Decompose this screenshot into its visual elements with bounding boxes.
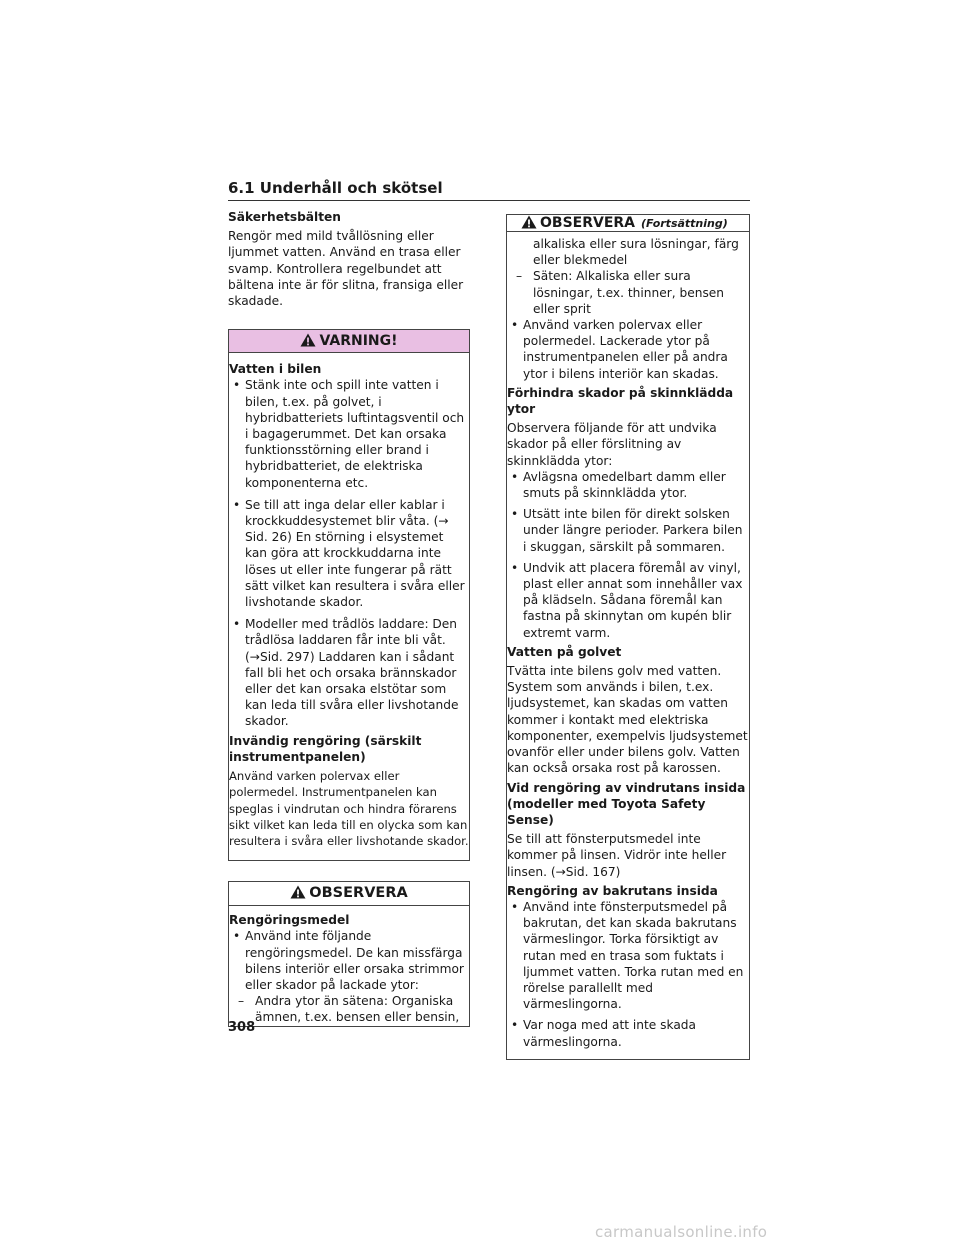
warning-title: VARNING!	[319, 333, 398, 350]
warning-box	[228, 329, 470, 861]
notice-continued-title-bar	[507, 215, 749, 232]
warning-icon	[300, 333, 316, 347]
leather-heading: Förhindra skador på skinnklädda ytor	[507, 385, 734, 417]
floor-heading: Vatten på golvet	[507, 644, 622, 659]
interior-heading: Invändig rengöring (särskilt instrumentpanelen)	[229, 733, 422, 764]
rear-window-heading: Rengöring av bakrutans insida	[507, 883, 718, 898]
interior-text: Använd varken polervax eller polermedel. Instrumentpanelen kan speglas i vindrutan och hindra förarens sikt vilket kan leda till en olycka som kan resultera i svåra eller livshotande skador.	[229, 769, 469, 848]
watermark: carmanualsonline.info	[595, 1223, 768, 1241]
seatbelts-heading: Säkerhetsbälten	[228, 210, 341, 224]
continued-text: alkaliska eller sura lösningar, färg eller blekmedel	[533, 237, 739, 268]
notice-box	[228, 881, 470, 1026]
section-header	[228, 178, 750, 201]
warning-title-bar	[229, 330, 469, 353]
sub-list-item: – Andra ytor än sätena: Organiska ämnen, t.ex. bensen eller bensin,	[238, 994, 460, 1025]
cleaning-agents-heading: Rengöringsmedel	[229, 913, 350, 928]
leather-intro: Observera följande för att undvika skador på eller förslitning av skinnklädda ytor:	[507, 421, 717, 468]
list-item: • Använd inte fönsterputsmedel på bakrutan, det kan skada bakrutans värmeslingor. Torka försiktigt av rutan med en trasa som fuktats i ljummet vatten. Torka rutan med en rörelse parallellt med värmeslingorna.	[511, 899, 744, 1012]
notice-icon	[290, 885, 306, 899]
right-column	[506, 214, 750, 1060]
section-title: 6.1 Underhåll och skötsel	[228, 179, 443, 197]
left-column	[228, 209, 470, 1027]
floor-text: Tvätta inte bilens golv med vatten. System som används i bilen, t.ex. ljudsystemet, kan skadas om vatten kommer i kontakt med elektriska komponenter, exempelvis ljudsystemet ovanför eller under bilens golv. Vatten kan också orsaka rost på karossen.	[507, 664, 748, 776]
list-item: • Använd varken polervax eller polermedel. Lackerade ytor på instrumentpanelen eller på andra ytor i bilens interiör kan skadas.	[511, 318, 728, 381]
list-item: • Stänk inte och spill inte vatten i bilen, t.ex. på golvet, i hybridbatteriets luftintagsventil och i bagagerummet. Det kan orsaka funktionsstörning eller brand i hybridbatteriet, de elektriska komponenterna etc.	[233, 378, 465, 490]
list-item: • Se till att inga delar eller kablar i krockkuddesystemet blir våta. (→ Sid. 26) En störning i elsystemet kan göra att krockkuddarna inte löses ut eller inte fungerar på rätt sätt vilket kan resultera i svåra eller livshotande skador.	[233, 497, 465, 610]
sub-list-item: – Säten: Alkaliska eller sura lösningar, t.ex. thinner, bensen eller sprit	[516, 269, 725, 316]
notice-icon	[521, 215, 537, 229]
seatbelts-text: Rengör med mild tvållösning eller ljummet vatten. Använd en trasa eller svamp. Kontrollera regelbundet att bältena inte är för slitna, fransiga eller skadade.	[228, 229, 464, 309]
page-number: 308	[228, 1020, 256, 1035]
list-item: • Var noga med att inte skada värmeslingorna.	[511, 1018, 697, 1049]
continued-label: (Fortsättning)	[641, 217, 728, 230]
list-item: • Använd inte följande rengöringsmedel. De kan missfärga bilens interiör eller orsaka strimmor eller skador på lackade ytor:	[233, 929, 464, 992]
windshield-heading: Vid rengöring av vindrutans insida (modeller med Toyota Safety Sense)	[507, 780, 746, 827]
notice-title-bar	[229, 882, 469, 906]
list-item: • Utsätt inte bilen för direkt solsken under längre perioder. Parkera bilen i skuggan, särskilt på sommaren.	[511, 507, 743, 554]
water-heading: Vatten i bilen	[229, 362, 322, 377]
list-item: • Undvik att placera föremål av vinyl, plast eller annat som innehåller vax på klädseln. Sådana föremål kan fastna på skinnytan om kupén blir extremt varm.	[511, 560, 743, 640]
notice-continued-title: OBSERVERA	[540, 215, 636, 231]
notice-continued-box	[506, 214, 750, 1060]
list-item: • Avlägsna omedelbart damm eller smuts på skinnklädda ytor.	[511, 469, 726, 501]
windshield-text: Se till att fönsterputsmedel inte kommer på linsen. Vidrör inte heller linsen. (→Sid. 167)	[507, 832, 727, 879]
notice-title: OBSERVERA	[309, 885, 408, 902]
list-item: • Modeller med trådlös laddare: Den trådlösa laddaren får inte bli våt. (→Sid. 297) Laddaren kan i sådant fall bli het och orsaka brännskador eller det kan orsaka elstötar som kan leda till svåra eller livshotande skador.	[233, 617, 459, 729]
